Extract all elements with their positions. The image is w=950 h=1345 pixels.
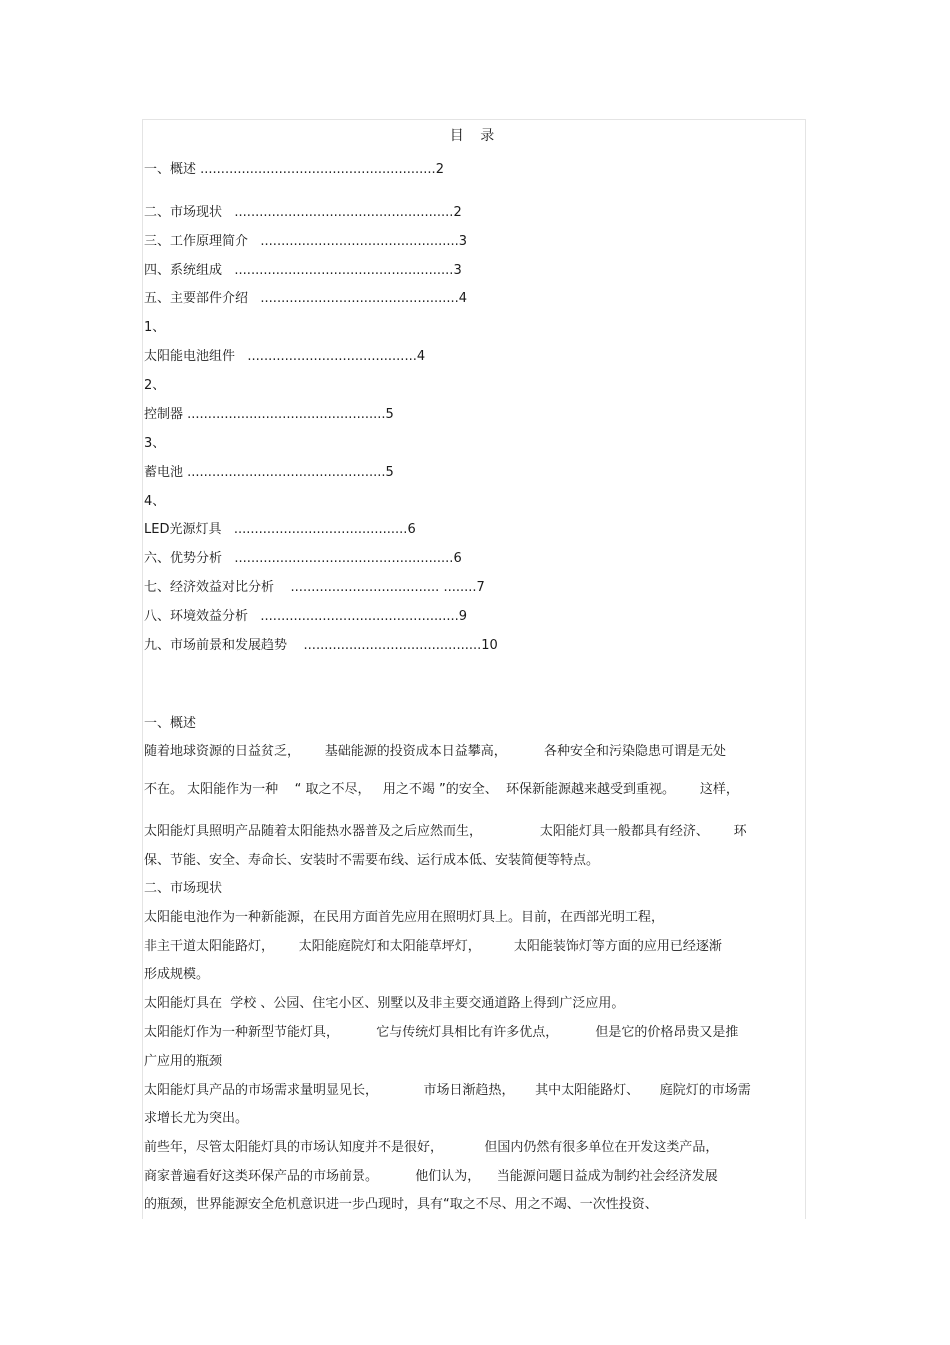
toc-entry-label: 1、 bbox=[144, 320, 166, 335]
toc-entry-label: 五、主要部件介绍 bbox=[144, 291, 249, 306]
toc-entry[interactable] bbox=[144, 579, 485, 597]
toc-entry-leader: ................................................ bbox=[248, 234, 459, 249]
toc-entry-leader: .................................... ........ bbox=[274, 580, 477, 595]
toc-entry[interactable] bbox=[144, 406, 394, 424]
toc-entry[interactable] bbox=[144, 204, 462, 222]
body-text-line: 太阳能灯具产品的市场需求量明显见长， 市场日渐趋热， 其中太阳能路灯、 庭院灯的市场需 bbox=[144, 1083, 751, 1098]
toc-entry-label: 3、 bbox=[144, 436, 166, 451]
toc-entry-label: 七、经济效益对比分析 bbox=[144, 580, 275, 595]
body-text-line: 形成规模。 bbox=[144, 967, 210, 982]
toc-entry-leader: ........................................... bbox=[287, 638, 482, 653]
toc-entry-label: 六、优势分析 bbox=[144, 551, 223, 566]
body-text-line: 太阳能灯具照明产品随着太阳能热水器普及之后应然而生， 太阳能灯具一般都具有经济、 环 bbox=[144, 824, 747, 839]
toc-entry-page: 7 bbox=[476, 580, 485, 595]
toc-entry-label: 太阳能电池组件 bbox=[144, 349, 236, 364]
section-heading-overview: 一、概述 bbox=[144, 716, 197, 731]
toc-entry[interactable] bbox=[144, 493, 165, 511]
toc-entry-label: 四、系统组成 bbox=[144, 263, 223, 278]
toc-entry-label: 二、市场现状 bbox=[144, 205, 223, 220]
body-text-line: 太阳能灯作为一种新型节能灯具， 它与传统灯具相比有许多优点， 但是它的价格昂贵又是推 bbox=[144, 1025, 739, 1040]
toc-entry-label: 2、 bbox=[144, 378, 166, 393]
body-text-line: 非主干道太阳能路灯， 太阳能庭院灯和太阳能草坪灯， 太阳能装饰灯等方面的应用已经逐渐 bbox=[144, 939, 722, 954]
toc-entry[interactable] bbox=[144, 608, 467, 626]
body-text-line: 求增长尤为突出。 bbox=[144, 1111, 249, 1126]
toc-entry-label: 4、 bbox=[144, 494, 166, 509]
toc-entry[interactable] bbox=[144, 348, 425, 366]
toc-entry-label: 蓄电池 bbox=[144, 465, 184, 480]
toc-entry-leader: ......................................................... bbox=[196, 162, 436, 177]
toc-entry-leader: ..................................................... bbox=[222, 551, 454, 566]
toc-entry-page: 5 bbox=[385, 407, 394, 422]
body-text-line: 的瓶颈，世界能源安全危机意识进一步凸现时，具有“取之不尽、用之不竭、一次性投资、 bbox=[144, 1197, 658, 1212]
toc-entry[interactable] bbox=[144, 637, 498, 655]
body-text-line: 前些年，尽管太阳能灯具的市场认知度并不是很好， 但国内仍然有很多单位在开发这类产品， bbox=[144, 1140, 719, 1155]
body-text-line: 保、节能、安全、寿命长、安装时不需要布线、运行成本低、安装简便等特点。 bbox=[144, 853, 600, 868]
section-heading-market: 二、市场现状 bbox=[144, 881, 223, 896]
body-text-line: 广应用的瓶颈 bbox=[144, 1054, 223, 1069]
toc-entry-page: 6 bbox=[407, 522, 416, 537]
body-text-line: 太阳能电池作为一种新能源，在民用方面首先应用在照明灯具上。目前，在西部光明工程， bbox=[144, 910, 665, 925]
toc-entry[interactable] bbox=[144, 435, 165, 453]
toc-entry[interactable] bbox=[144, 262, 462, 280]
toc-entry-page: 10 bbox=[481, 638, 498, 653]
toc-entry-leader: ................................................ bbox=[248, 609, 459, 624]
toc-entry-page: 2 bbox=[435, 162, 444, 177]
body-text-line: 太阳能灯具在 学校 、公园、住宅小区、别墅以及非主要交通道路上得到广泛应用。 bbox=[144, 996, 625, 1011]
toc-entry-page: 5 bbox=[385, 465, 394, 480]
toc-entry-page: 4 bbox=[416, 349, 426, 364]
toc-entry-leader: ..................................................... bbox=[222, 205, 454, 220]
toc-entry[interactable] bbox=[144, 550, 462, 568]
toc-entry-label: 控制器 bbox=[144, 407, 184, 422]
toc-entry[interactable] bbox=[144, 521, 416, 539]
toc-entry[interactable] bbox=[144, 464, 394, 482]
toc-entry[interactable] bbox=[144, 233, 467, 251]
toc-entry-label: LED光源灯具 bbox=[144, 522, 222, 537]
toc-entry-page: 4 bbox=[458, 291, 468, 306]
toc-entry-leader: ................................................ bbox=[183, 407, 386, 422]
toc-entry-leader: ..................................................... bbox=[222, 263, 454, 278]
toc-entry-leader: ......................................... bbox=[235, 349, 417, 364]
toc-entry-leader: ................................................ bbox=[183, 465, 386, 480]
toc-entry-page: 3 bbox=[458, 234, 468, 249]
toc-entry-label: 九、市场前景和发展趋势 bbox=[144, 638, 288, 653]
toc-entry-leader: .......................................... bbox=[221, 522, 408, 537]
toc-entry-page: 3 bbox=[453, 263, 462, 278]
toc-entry-page: 2 bbox=[453, 205, 462, 220]
toc-entry[interactable] bbox=[144, 161, 444, 179]
toc-entry-label: 八、环境效益分析 bbox=[144, 609, 249, 624]
body-text-line: 随着地球资源的日益贫乏， 基础能源的投资成本日益攀高， 各种安全和污染隐患可谓是无处 bbox=[144, 744, 726, 759]
toc-title: 目 录 bbox=[449, 128, 501, 144]
toc-entry-leader: ................................................ bbox=[248, 291, 459, 306]
toc-entry-label: 三、工作原理简介 bbox=[144, 234, 249, 249]
toc-entry-label: 一、概述 bbox=[144, 162, 197, 177]
toc-entry-page: 6 bbox=[453, 551, 462, 566]
toc-entry-page: 9 bbox=[458, 609, 468, 624]
toc-entry[interactable] bbox=[144, 377, 165, 395]
body-text-line: 不在。 太阳能作为一种 “ 取之不尽， 用之不竭 ”的安全、 环保新能源越来越受到重视。 这样， bbox=[144, 782, 739, 797]
body-text-line: 商家普遍看好这类环保产品的市场前景。 他们认为， 当能源问题日益成为制约社会经济发展 bbox=[144, 1169, 718, 1184]
page-frame bbox=[142, 119, 806, 1219]
toc-entry[interactable] bbox=[144, 290, 467, 308]
toc-entry[interactable] bbox=[144, 319, 165, 337]
